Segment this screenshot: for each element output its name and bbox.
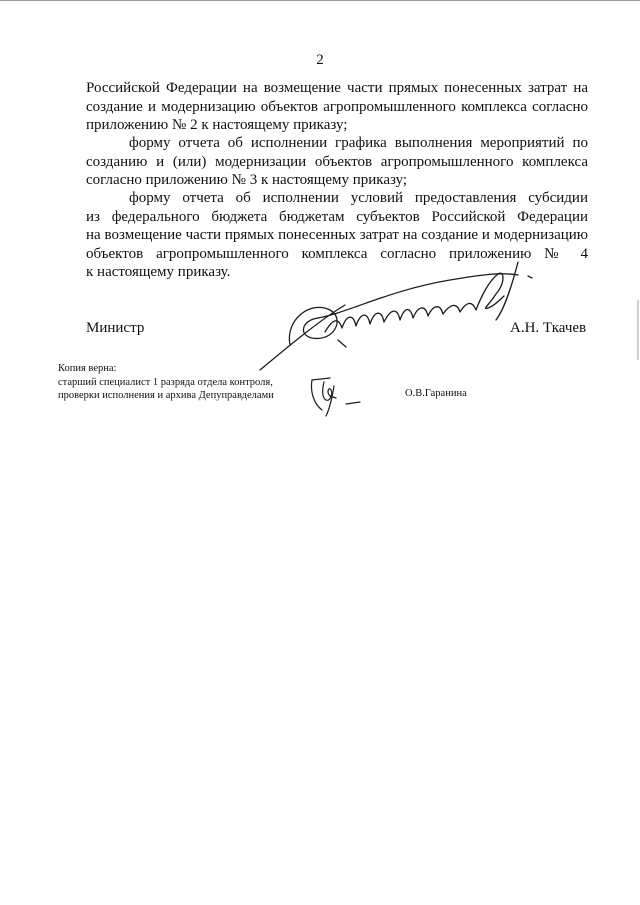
paragraph-line: из федерального бюджета бюджетам субъектов Российской Федерации <box>86 208 588 225</box>
scan-edge-mark <box>637 300 639 360</box>
copy-position-line-2: проверки исполнения и архива Депуправделами <box>58 390 274 401</box>
paragraph-line: Российской Федерации на возмещение части прямых понесенных затрат на <box>86 80 588 96</box>
page-number: 2 <box>316 52 324 68</box>
paragraph-line: согласно приложению № 3 к настоящему приказу; <box>86 172 408 188</box>
paragraph-line: форму отчета об исполнении графика выполнения мероприятий по <box>129 135 588 151</box>
paragraph-line: создание и модернизацию объектов агропромышленного комплекса согласно <box>86 98 588 115</box>
copy-certification <box>58 362 274 403</box>
certifier-name: О.В.Гаранина <box>405 388 467 399</box>
paragraph-line: к настоящему приказу. <box>86 264 231 280</box>
paragraph-1 <box>86 79 588 135</box>
minister-title: Министр <box>86 320 145 336</box>
paragraph-line: объектов агропромышленного комплекса согласно приложению № 4 <box>86 245 588 262</box>
copy-position-line-1: старший специалист 1 разряда отдела контроля, <box>58 376 273 388</box>
paragraph-2 <box>86 134 588 190</box>
top-border-line <box>0 0 640 1</box>
minister-name: А.Н. Ткачев <box>510 320 587 336</box>
minister-signature <box>250 250 540 380</box>
certifier-signature <box>300 372 380 420</box>
paragraph-line: приложению № 2 к настоящему приказу; <box>86 117 348 133</box>
paragraph-line: на возмещение части прямых понесенных затрат на создание и модернизацию <box>86 227 588 243</box>
paragraph-line: форму отчета об исполнении условий предоставления субсидии <box>129 190 588 206</box>
paragraph-line: созданию и (или) модернизации объектов агропромышленного комплекса <box>86 153 588 170</box>
copy-label: Копия верна: <box>58 363 117 374</box>
